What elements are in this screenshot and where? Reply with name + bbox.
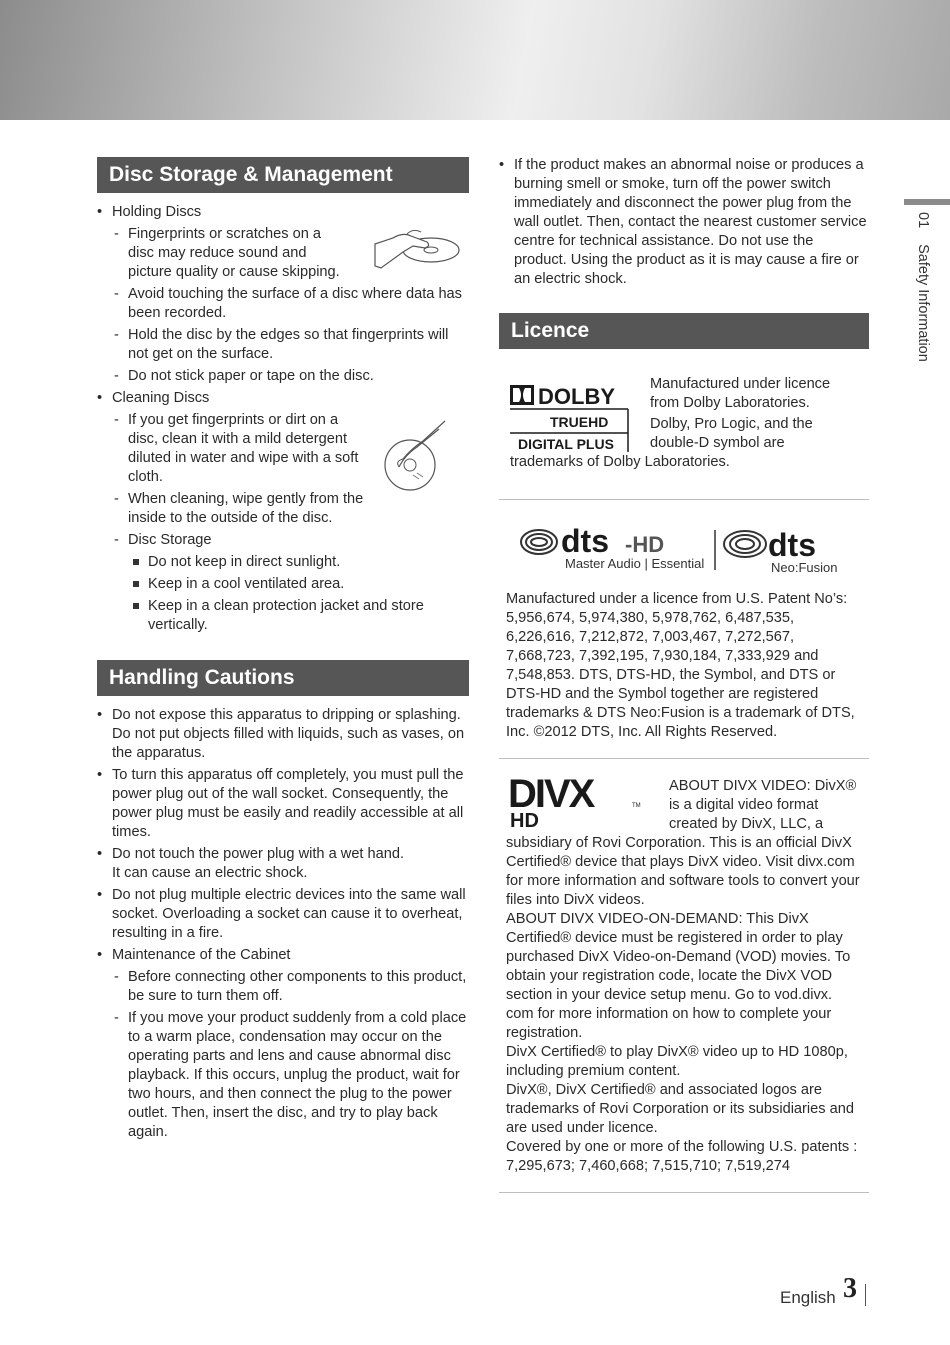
- dolby-text-2b: trademarks of Dolby Laboratories.: [510, 454, 730, 470]
- holding-item-fingerprints: - Fingerprints or scratches on a disc may reduce sound and picture quality or cause skipping.: [97, 225, 469, 282]
- divx-trademarks: DivX®, DivX Certified® and associated logos are trademarks of Rovi Corporation or its subsidiaries and are used under licence.: [506, 1082, 854, 1136]
- noise-list: [499, 156, 869, 289]
- divx-logo-hd: HD: [510, 810, 539, 832]
- page-number: 3: [843, 1273, 857, 1304]
- divider-divx: [499, 1192, 869, 1193]
- storage-item-sunlight: Do not keep in direct sunlight.: [97, 553, 469, 572]
- storage-item-ventilated: Keep in a cool ventilated area.: [97, 575, 469, 594]
- cleaning-disc-illustration: [383, 415, 453, 495]
- dolby-licence-block: [499, 349, 869, 499]
- caution-dripping: • Do not expose this apparatus to dripping or splashing. Do not put objects filled with liquids, such as vases, on the apparatus.: [97, 706, 469, 763]
- dolby-logo: [510, 382, 632, 456]
- maintenance-heading: • Maintenance of the Cabinet: [97, 946, 469, 965]
- dolby-text-2a: Dolby, Pro Logic, and the double-D symbol are: [650, 416, 813, 451]
- caution-multiple-devices: • Do not plug multiple electric devices into the same wall socket. Overloading a socket can cause it to overheat, resulting in a fire.: [97, 886, 469, 943]
- chapter-number: 01: [915, 212, 931, 229]
- handling-list: [97, 706, 469, 1142]
- divx-text: [506, 777, 863, 1176]
- dolby-text-1: Manufactured under licence from Dolby Laboratories.: [650, 376, 831, 411]
- section-title-handling-cautions: Handling Cautions: [97, 660, 469, 696]
- dts-logos: [519, 526, 839, 578]
- dolby-truehd-text: TRUEHD: [550, 414, 609, 430]
- divx-licence-block: [499, 759, 869, 1192]
- dolby-logo-word: DOLBY: [538, 384, 615, 409]
- disc-storage-heading: - Disc Storage: [97, 531, 469, 550]
- dolby-digital-plus-text: DIGITAL PLUS: [518, 436, 614, 452]
- chapter-title: Safety Information: [915, 244, 931, 362]
- cleaning-discs-heading: • Cleaning Discs: [97, 389, 469, 408]
- dts-hd-logo-word: dts: [561, 526, 609, 559]
- divx-logo-tm: TM: [632, 803, 641, 809]
- footer-language: English: [780, 1288, 836, 1307]
- holding-disc-illustration: [373, 222, 465, 274]
- storage-item-jacket: Keep in a clean protection jacket and store vertically.: [97, 597, 469, 635]
- holding-item-avoid-touching: - Avoid touching the surface of a disc where data has been recorded.: [97, 285, 469, 323]
- dts-hd-logo-suffix: -HD: [625, 532, 665, 557]
- page-number-bar: [865, 1284, 866, 1306]
- holding-item-edges: - Hold the disc by the edges so that fingerprints will not get on the surface.: [97, 326, 469, 364]
- maintenance-item-condensation: - If you move your product suddenly from a cold place to a warm place, condensation may occur on the operating parts and lens and cause abnormal disc playback. If this occurs, unplug the product, wait for two hours, and then connect the plug to the power outlet. Then, insert the disc, and try to play back again.: [97, 1009, 469, 1142]
- caution-wet-hand: [97, 845, 469, 883]
- caution-wet-hand-line1: Do not touch the power plug with a wet hand.: [112, 846, 405, 862]
- section-title-licence: Licence: [499, 313, 869, 349]
- caution-abnormal-noise: • If the product makes an abnormal noise or produces a burning smell or smoke, turn off the power switch immediately and disconnect the power plug from the wall outlet. Then, contact the nearest customer service centre for technical assistance. Do not use the product. Using the product as it is may cause a fire or an electric shock.: [499, 156, 869, 289]
- section-title-disc-storage: Disc Storage & Management: [97, 157, 469, 193]
- caution-power-plug: • To turn this apparatus off completely, you must pull the power plug out of the wall socket. Consequently, the power plug must be easily and readily accessible at all times.: [97, 766, 469, 842]
- dts-neofusion-logo-word: dts: [768, 527, 816, 563]
- caution-wet-hand-line2: It can cause an electric shock.: [112, 865, 308, 881]
- cleaning-item-wipe: - When cleaning, wipe gently from the inside to the outside of the disc.: [97, 490, 469, 528]
- dts-neofusion-logo-subtitle: Neo:Fusion: [771, 560, 838, 575]
- maintenance-item-turn-off: - Before connecting other components to this product, be sure to turn them off.: [97, 968, 469, 1006]
- cleaning-item-detergent: - If you get fingerprints or dirt on a disc, clean it with a mild detergent diluted in water and wipe with a soft cloth.: [97, 411, 469, 487]
- header-band: [0, 0, 950, 120]
- chapter-tab-marker: [904, 199, 950, 205]
- right-column: [499, 156, 869, 1193]
- dts-hd-logo-subtitle: Master Audio | Essential: [565, 556, 705, 571]
- holding-discs-heading: • Holding Discs: [97, 203, 469, 222]
- divx-patents: Covered by one or more of the following U.S. patents : 7,295,673; 7,460,668; 7,515,710; 7,519,274: [506, 1139, 858, 1174]
- divx-about-vod: ABOUT DIVX VIDEO-ON-DEMAND: This DivX Certified® device must be registered in order to play purchased DivX Video-on-Demand (VOD) movies. To obtain your registration code, locate the DivX VOD section in your device setup menu. Go to vod.divx. com for more information on how to complete your registration.: [506, 911, 851, 1041]
- holding-item-no-tape: - Do not stick paper or tape on the disc.: [97, 367, 469, 386]
- dts-licence-block: [499, 500, 869, 758]
- chapter-tab-label: [913, 212, 932, 362]
- divx-certified-hd: DivX Certified® to play DivX® video up to HD 1080p, including premium content.: [506, 1044, 848, 1079]
- left-column: [97, 157, 469, 1142]
- divx-about-video: ABOUT DIVX VIDEO: DivX® is a digital video format created by DivX, LLC, a subsidiary of Rovi Corporation. This is an official DivX Certified® device that plays DivX video. Visit divx.com for more information and software tools to convert your files into DivX videos.: [506, 778, 860, 908]
- divx-logo-float-space: [506, 777, 669, 831]
- divx-logo-word: DIVX: [508, 774, 594, 816]
- dts-licence-text: Manufactured under a licence from U.S. Patent No’s: 5,956,674, 5,974,380, 5,978,762, 6,487,535, 6,226,616, 7,212,872, 7,003,467, 7,272,567, 7,668,723, 7,392,195, 7,930,184, 7,333,929 and 7,548,853. DTS, DTS-HD, the Symbol, and DTS or DTS-HD and the Symbol together are registered trademarks & DTS Neo:Fusion is a trademark of DTS, Inc. ©2012 DTS, Inc. All Rights Reserved.: [506, 591, 855, 740]
